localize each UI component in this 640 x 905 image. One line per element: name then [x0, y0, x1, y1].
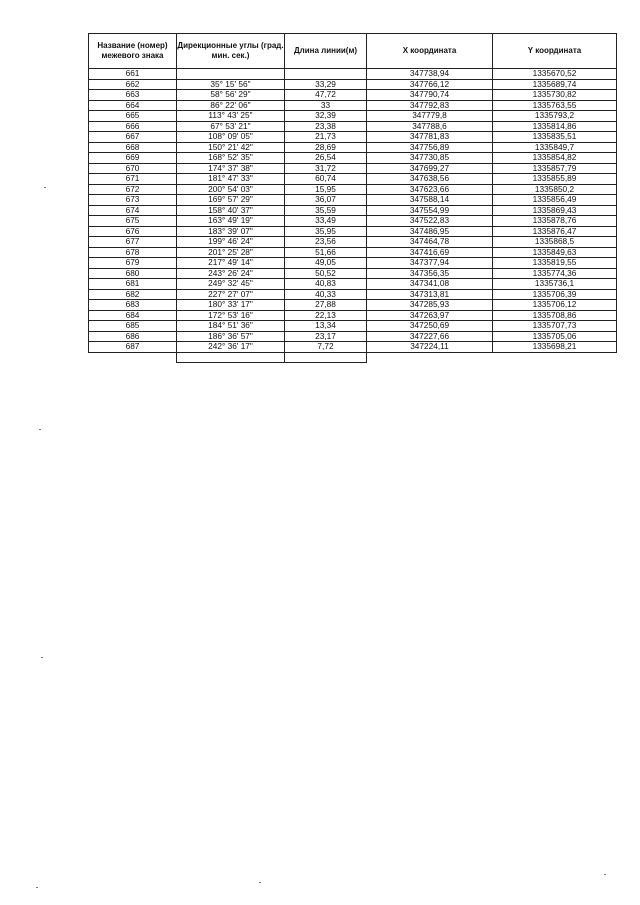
y-coordinate: 1335707,73	[493, 321, 617, 332]
point-name: 672	[89, 184, 177, 195]
point-name: 674	[89, 205, 177, 216]
point-name: 685	[89, 321, 177, 332]
y-coordinate: 1335868,5	[493, 237, 617, 248]
point-name: 669	[89, 153, 177, 164]
line-length: 7,72	[285, 342, 367, 353]
scan-speck	[41, 657, 43, 658]
y-coordinate: 1335855,89	[493, 174, 617, 185]
y-coordinate: 1335849,63	[493, 247, 617, 258]
line-length: 50,52	[285, 268, 367, 279]
scan-speck	[36, 887, 38, 888]
direction-angle: 242° 36' 17"	[177, 342, 285, 353]
point-name: 686	[89, 331, 177, 342]
point-name: 681	[89, 279, 177, 290]
x-coordinate: 347313,81	[367, 289, 493, 300]
point-name: 680	[89, 268, 177, 279]
y-coordinate: 1335670,52	[493, 69, 617, 80]
x-coordinate: 347730,85	[367, 153, 493, 164]
x-coordinate: 347738,94	[367, 69, 493, 80]
direction-angle: 186° 36' 57"	[177, 331, 285, 342]
y-coordinate: 1335730,82	[493, 90, 617, 101]
header-y: Y координата	[493, 34, 617, 69]
scan-speck	[39, 429, 41, 430]
point-name: 678	[89, 247, 177, 258]
direction-angle: 243° 26' 24"	[177, 268, 285, 279]
point-name: 671	[89, 174, 177, 185]
y-coordinate: 1335849,7	[493, 142, 617, 153]
line-length: 51,66	[285, 247, 367, 258]
direction-angle: 158° 40' 37"	[177, 205, 285, 216]
point-name: 673	[89, 195, 177, 206]
point-name: 684	[89, 310, 177, 321]
line-length: 28,69	[285, 142, 367, 153]
x-coordinate: 347699,27	[367, 163, 493, 174]
y-coordinate: 1335854,82	[493, 153, 617, 164]
y-coordinate: 1335689,74	[493, 79, 617, 90]
direction-angle: 217° 49' 14"	[177, 258, 285, 269]
x-coordinate: 347756,89	[367, 142, 493, 153]
angle-blank	[177, 352, 285, 363]
y-coordinate: 1335819,55	[493, 258, 617, 269]
scan-speck	[259, 882, 261, 883]
direction-angle: 163° 49' 19"	[177, 216, 285, 227]
x-coordinate: 347792,83	[367, 100, 493, 111]
x-coordinate: 347341,08	[367, 279, 493, 290]
direction-angle: 113° 43' 25"	[177, 111, 285, 122]
header-x: X координата	[367, 34, 493, 69]
y-coordinate: 1335705,06	[493, 331, 617, 342]
x-coordinate: 347554,99	[367, 205, 493, 216]
x-coordinate: 347779,8	[367, 111, 493, 122]
y-coordinate: 1335698,21	[493, 342, 617, 353]
point-name: 664	[89, 100, 177, 111]
length-blank	[285, 69, 367, 80]
line-length: 26,54	[285, 153, 367, 164]
point-name: 670	[89, 163, 177, 174]
y-coordinate: 1335850,2	[493, 184, 617, 195]
line-length: 60,74	[285, 174, 367, 185]
angle-blank	[177, 69, 285, 80]
line-length: 21,73	[285, 132, 367, 143]
length-blank	[285, 352, 367, 363]
x-coordinate: 347781,83	[367, 132, 493, 143]
line-length: 15,95	[285, 184, 367, 195]
header-length: Длина линии(м)	[285, 34, 367, 69]
point-name: 661	[89, 69, 177, 80]
direction-angle: 67° 53' 21"	[177, 121, 285, 132]
x-coordinate: 347788,6	[367, 121, 493, 132]
direction-angle: 174° 37' 38"	[177, 163, 285, 174]
line-length: 32,39	[285, 111, 367, 122]
x-coordinate: 347416,69	[367, 247, 493, 258]
x-coordinate: 347486,95	[367, 226, 493, 237]
line-length: 35,95	[285, 226, 367, 237]
direction-angle: 86° 22' 06"	[177, 100, 285, 111]
line-length: 33,49	[285, 216, 367, 227]
line-length: 23,56	[285, 237, 367, 248]
x-coordinate: 347522,83	[367, 216, 493, 227]
x-coordinate: 347356,35	[367, 268, 493, 279]
direction-angle: 249° 32' 45"	[177, 279, 285, 290]
x-coordinate: 347623,66	[367, 184, 493, 195]
direction-angle: 183° 39' 07"	[177, 226, 285, 237]
y-coordinate: 1335706,39	[493, 289, 617, 300]
line-length: 35,59	[285, 205, 367, 216]
point-name: 682	[89, 289, 177, 300]
direction-angle: 35° 15' 56"	[177, 79, 285, 90]
x-coordinate: 347224,11	[367, 342, 493, 353]
y-coordinate: 1335856,49	[493, 195, 617, 206]
x-coordinate: 347464,78	[367, 237, 493, 248]
direction-angle: 58° 56' 29"	[177, 90, 285, 101]
x-coordinate: 347588,14	[367, 195, 493, 206]
scan-speck	[44, 187, 46, 188]
direction-angle: 168° 52' 35"	[177, 153, 285, 164]
point-name: 666	[89, 121, 177, 132]
line-length: 23,17	[285, 331, 367, 342]
x-coordinate: 347285,93	[367, 300, 493, 311]
y-coordinate: 1335736,1	[493, 279, 617, 290]
y-coordinate: 1335793,2	[493, 111, 617, 122]
direction-angle: 227° 27' 07"	[177, 289, 285, 300]
y-coordinate: 1335706,12	[493, 300, 617, 311]
line-length: 40,33	[285, 289, 367, 300]
point-name: 676	[89, 226, 177, 237]
direction-angle: 180° 33' 17"	[177, 300, 285, 311]
point-name: 675	[89, 216, 177, 227]
line-length: 47,72	[285, 90, 367, 101]
point-name: 687	[89, 342, 177, 353]
direction-angle: 184° 51' 36"	[177, 321, 285, 332]
x-coordinate: 347227,66	[367, 331, 493, 342]
x-coordinate: 347250,69	[367, 321, 493, 332]
line-length: 27,88	[285, 300, 367, 311]
point-name: 665	[89, 111, 177, 122]
x-coordinate: 347377,94	[367, 258, 493, 269]
point-name: 679	[89, 258, 177, 269]
line-length: 23,38	[285, 121, 367, 132]
table-body	[89, 69, 617, 363]
header-name: Название (номер) межевого знака	[89, 34, 177, 69]
scan-speck	[604, 874, 606, 875]
line-length: 33	[285, 100, 367, 111]
x-coordinate: 347766,12	[367, 79, 493, 90]
direction-angle: 172° 53' 16"	[177, 310, 285, 321]
line-length: 31,72	[285, 163, 367, 174]
y-coordinate: 1335814,86	[493, 121, 617, 132]
direction-angle: 169° 57' 29"	[177, 195, 285, 206]
line-length: 40,83	[285, 279, 367, 290]
point-name: 667	[89, 132, 177, 143]
line-length: 36,07	[285, 195, 367, 206]
y-coordinate: 1335763,55	[493, 100, 617, 111]
x-coordinate: 347638,56	[367, 174, 493, 185]
direction-angle: 199° 46' 24"	[177, 237, 285, 248]
direction-angle: 200° 54' 03"	[177, 184, 285, 195]
coordinates-table	[88, 33, 617, 363]
line-length: 49,05	[285, 258, 367, 269]
x-coordinate: 347263,97	[367, 310, 493, 321]
point-name: 663	[89, 90, 177, 101]
point-name: 677	[89, 237, 177, 248]
header-angle: Дирекционные углы (град. мин. сек.)	[177, 34, 285, 69]
direction-angle: 150° 21' 42"	[177, 142, 285, 153]
point-name: 668	[89, 142, 177, 153]
direction-angle: 181° 47' 33"	[177, 174, 285, 185]
y-coordinate: 1335876,47	[493, 226, 617, 237]
y-coordinate: 1335774,36	[493, 268, 617, 279]
y-coordinate: 1335857,79	[493, 163, 617, 174]
point-name: 683	[89, 300, 177, 311]
y-coordinate: 1335835,51	[493, 132, 617, 143]
table-row	[89, 69, 617, 80]
direction-angle: 201° 25' 28"	[177, 247, 285, 258]
y-coordinate: 1335878,76	[493, 216, 617, 227]
point-name: 662	[89, 79, 177, 90]
line-length: 33,29	[285, 79, 367, 90]
line-length: 22,13	[285, 310, 367, 321]
header-row	[89, 34, 617, 69]
y-coordinate: 1335869,43	[493, 205, 617, 216]
y-coordinate: 1335708,86	[493, 310, 617, 321]
x-coordinate: 347790,74	[367, 90, 493, 101]
line-length: 13,34	[285, 321, 367, 332]
direction-angle: 108° 09' 05"	[177, 132, 285, 143]
